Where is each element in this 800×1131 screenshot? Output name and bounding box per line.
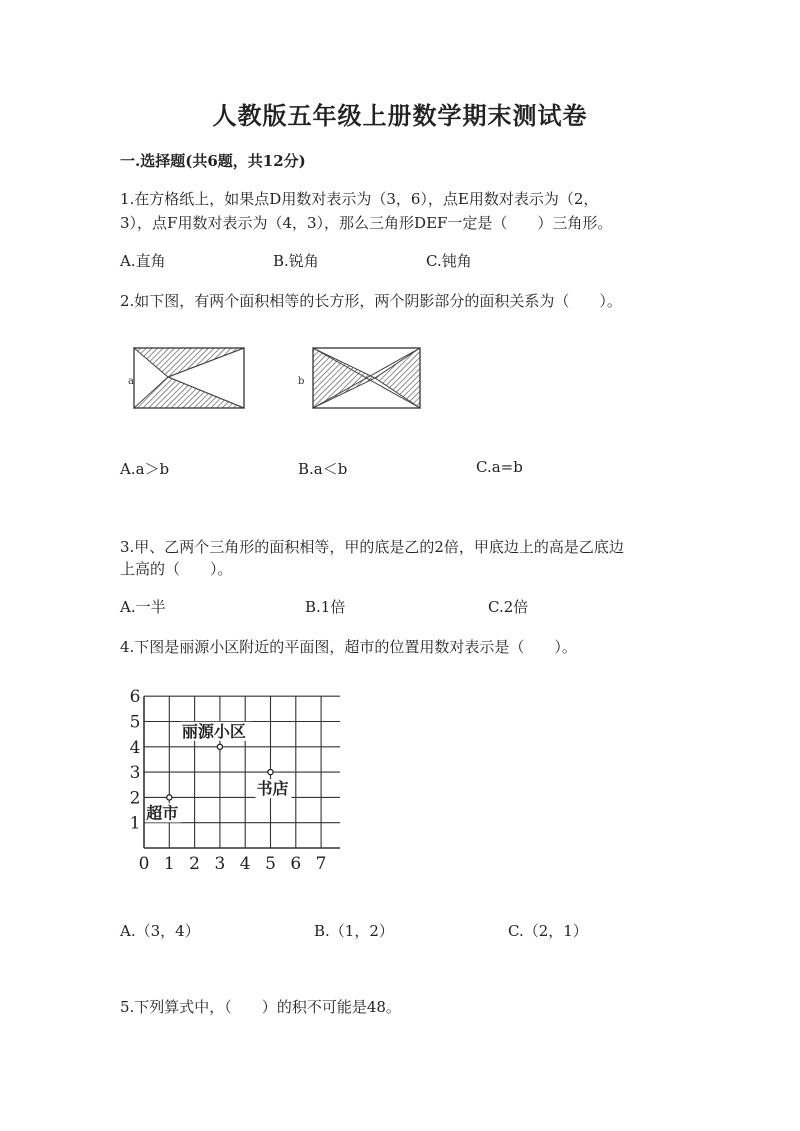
place-point xyxy=(167,795,172,800)
y-tick-label: 6 xyxy=(129,688,141,708)
rectangle-b xyxy=(298,348,420,408)
q3-line1: 3.甲、乙两个三角形的面积相等，甲的底是乙的2倍，甲底边上的高是乙底边 xyxy=(120,538,624,556)
q1-option-c: C.钝角 xyxy=(426,252,472,270)
q3-line2: 上高的（ ）。 xyxy=(120,560,233,578)
x-tick-label: 6 xyxy=(290,854,302,874)
q4-text: 4.下图是丽源小区附近的平面图，超市的位置用数对表示是（ ）。 xyxy=(120,638,577,656)
y-tick-label: 3 xyxy=(129,763,141,784)
q2-rectangles-figure xyxy=(120,340,440,420)
x-tick-label: 1 xyxy=(163,854,175,874)
y-tick-label: 4 xyxy=(129,737,141,758)
q4-option-b: B.（1，2） xyxy=(314,922,394,940)
place-point xyxy=(268,770,273,775)
place-label: 超市 xyxy=(146,803,179,823)
place-label: 书店 xyxy=(256,779,289,799)
section-heading: 一.选择题(共6题，共12分) xyxy=(120,152,306,170)
q1-option-a: A.直角 xyxy=(120,252,166,270)
q1-line2: 3），点F用数对表示为（4，3），那么三角形DEF一定是（ ）三角形。 xyxy=(120,214,613,232)
label-a: a xyxy=(128,376,134,387)
q1-option-b: B.锐角 xyxy=(273,252,319,270)
x-tick-label: 2 xyxy=(189,854,201,874)
x-tick-label: 4 xyxy=(239,854,251,874)
y-tick-label: 5 xyxy=(129,712,141,733)
x-tick-label: 0 xyxy=(138,854,150,874)
q2-option-a: A.a＞b xyxy=(120,460,170,478)
q4-option-c: C.（2，1） xyxy=(508,922,588,940)
place-label: 丽源小区 xyxy=(181,721,246,741)
q3-option-a: A.一半 xyxy=(120,598,166,616)
x-tick-label: 7 xyxy=(315,854,327,874)
q3-option-b: B.1倍 xyxy=(305,598,346,616)
y-tick-label: 1 xyxy=(129,813,141,834)
x-tick-label: 3 xyxy=(214,854,226,874)
q2-text: 2.如下图，有两个面积相等的长方形，两个阴影部分的面积关系为（ ）。 xyxy=(120,292,622,310)
q5-text: 5.下列算式中，（ ）的积不可能是48。 xyxy=(120,998,401,1016)
label-b: b xyxy=(298,376,305,387)
q1-line1: 1.在方格纸上，如果点D用数对表示为（3，6），点E用数对表示为（2， xyxy=(120,190,599,208)
q2-option-b: B.a＜b xyxy=(298,460,348,478)
q4-map-grid xyxy=(124,688,340,880)
page-title: 人教版五年级上册数学期末测试卷 xyxy=(212,101,588,130)
q2-option-c: C.a=b xyxy=(476,458,523,476)
q4-option-a: A.（3，4） xyxy=(120,922,200,940)
rectangle-a xyxy=(128,348,244,408)
x-tick-label: 5 xyxy=(265,854,276,874)
place-point xyxy=(217,744,222,749)
y-tick-label: 2 xyxy=(129,788,141,809)
q3-option-c: C.2倍 xyxy=(488,598,529,616)
